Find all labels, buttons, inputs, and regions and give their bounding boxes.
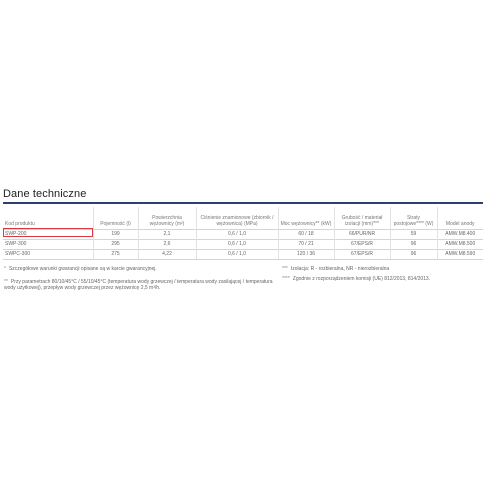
header-anode-model: Model anody — [445, 220, 475, 227]
header-insulation: Grubość / materiał izolacji (mm)*** — [334, 207, 390, 230]
cell-insulation: 67/EPS/R — [334, 250, 390, 260]
cell-anode-model: AMW.M8.400 — [437, 230, 483, 240]
cell-product-code: SWPC-300 — [3, 250, 93, 260]
cell-standby-loss: 96 — [390, 240, 437, 250]
cell-standby-loss: 59 — [390, 230, 437, 240]
cell-product-code: SWP-200 — [3, 230, 93, 240]
highlight-box — [3, 228, 93, 237]
cell-coil-area: 2,1 — [138, 230, 196, 240]
footnote-text: Izolacja: R - rozbieralna, NR - nierozbieralna — [290, 266, 390, 272]
cell-anode-model: AMW.M8.590 — [437, 250, 483, 260]
section-title: Dane techniczne — [3, 188, 87, 200]
header-capacity: Pojemność (l) — [93, 207, 138, 230]
cell-product-code: SWP-300 — [3, 240, 93, 250]
cell-coil-area: 4,22 — [138, 250, 196, 260]
cell-insulation: 67/EPS/R — [334, 240, 390, 250]
cell-capacity: 295 — [93, 240, 138, 250]
header-coil-power: Moc wężownicy** (kW) — [278, 207, 334, 230]
footnote-regulation — [282, 276, 482, 282]
cell-rated-pressure: 0,6 / 1,0 — [196, 250, 278, 260]
footnote-text: Przy parametrach 80/10/45°C / 55/10/45°C (temperatura wody grzewczej / temperatura wody zasilającej / temperatura wody użytkowej), przepływ wody grzewczej przez wężownicę 2,5 m³/h. — [4, 279, 273, 292]
header-rated-pressure: Ciśnienie znamionowe (zbiornik / wężownica) (MPa) — [196, 207, 278, 230]
footnote-parameters — [4, 279, 276, 292]
footnote-marker: * — [4, 266, 6, 272]
table-row — [3, 250, 483, 260]
cell-rated-pressure: 0,6 / 1,0 — [196, 230, 278, 240]
cell-anode-model: AMW.M8.500 — [437, 240, 483, 250]
footnote-warranty — [4, 266, 234, 272]
cell-capacity: 199 — [93, 230, 138, 240]
table-row — [3, 240, 483, 250]
header-standby-loss: Straty postojowe**** (W) — [390, 207, 437, 230]
cell-coil-power: 60 / 18 — [278, 230, 334, 240]
header-coil-area: Powierzchnia wężownicy (m²) — [138, 207, 196, 230]
footnote-marker: **** — [282, 276, 290, 282]
cell-rated-pressure: 0,6 / 1,0 — [196, 240, 278, 250]
cell-coil-power: 120 / 36 — [278, 250, 334, 260]
footnote-marker: *** — [282, 266, 288, 272]
title-divider — [3, 202, 483, 204]
footnote-marker: ** — [4, 279, 8, 285]
header-product-code: Kod produktu — [3, 207, 93, 230]
cell-capacity: 275 — [93, 250, 138, 260]
table-header-row — [3, 207, 483, 230]
footnote-text: Zgodnie z rozporządzeniem komisji (UE) 812/2013, 814/2013. — [292, 276, 431, 282]
footnote-text: Szczegółowe warunki gwarancji opisane są w karcie gwarancyjnej. — [8, 266, 157, 272]
cell-insulation: 66/PUR/NR — [334, 230, 390, 240]
cell-coil-power: 70 / 21 — [278, 240, 334, 250]
footnote-insulation — [282, 266, 482, 272]
cell-coil-area: 2,6 — [138, 240, 196, 250]
cell-standby-loss: 96 — [390, 250, 437, 260]
